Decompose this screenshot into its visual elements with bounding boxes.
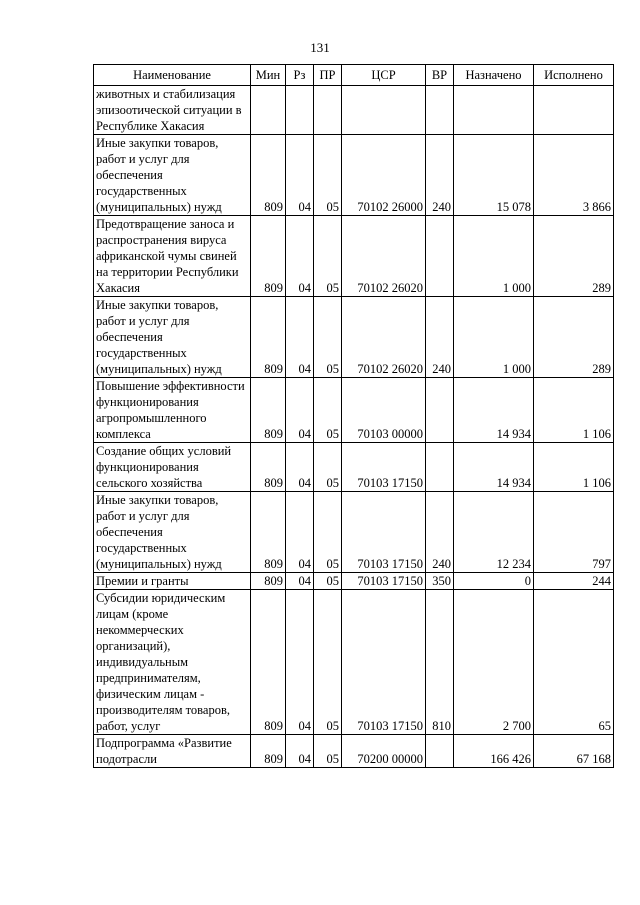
- row-pr: 05: [314, 378, 342, 443]
- row-min: 809: [251, 573, 286, 590]
- row-rz: 04: [286, 735, 314, 768]
- row-pr: 05: [314, 735, 342, 768]
- row-csr: [342, 86, 426, 135]
- row-assigned: 0: [454, 573, 534, 590]
- table-row: [94, 216, 614, 297]
- row-csr: 70200 00000: [342, 735, 426, 768]
- row-rz: 04: [286, 492, 314, 573]
- row-name: животных и стабилизация эпизоотической ситуации в Республике Хакасия: [94, 86, 251, 135]
- header-executed: Исполнено: [534, 65, 614, 86]
- row-pr: 05: [314, 492, 342, 573]
- table-row: [94, 573, 614, 590]
- table-row: [94, 297, 614, 378]
- row-assigned: 12 234: [454, 492, 534, 573]
- row-rz: 04: [286, 297, 314, 378]
- table-header-row: [94, 65, 614, 86]
- row-pr: 05: [314, 297, 342, 378]
- row-csr: 70103 17150: [342, 492, 426, 573]
- row-executed: 65: [534, 590, 614, 735]
- row-pr: 05: [314, 590, 342, 735]
- table-row: [94, 86, 614, 135]
- row-rz: 04: [286, 443, 314, 492]
- row-name: Повышение эффективности функционирования агропромышленного комплекса: [94, 378, 251, 443]
- table-row: [94, 735, 614, 768]
- row-vr: [426, 378, 454, 443]
- header-pr: ПР: [314, 65, 342, 86]
- row-assigned: 14 934: [454, 443, 534, 492]
- row-assigned: [454, 86, 534, 135]
- row-assigned: 166 426: [454, 735, 534, 768]
- header-rz: Рз: [286, 65, 314, 86]
- row-name: Предотвращение заноса и распространения вируса африканской чумы свиней на территории Республики Хакасия: [94, 216, 251, 297]
- row-csr: 70103 17150: [342, 443, 426, 492]
- row-executed: [534, 86, 614, 135]
- row-vr: [426, 216, 454, 297]
- header-assigned: Назначено: [454, 65, 534, 86]
- row-min: 809: [251, 590, 286, 735]
- row-name: Иные закупки товаров, работ и услуг для обеспечения государственных (муниципальных) нужд: [94, 492, 251, 573]
- row-csr: 70102 26000: [342, 135, 426, 216]
- row-pr: 05: [314, 443, 342, 492]
- table-row: [94, 590, 614, 735]
- row-min: [251, 86, 286, 135]
- row-rz: 04: [286, 216, 314, 297]
- row-assigned: 14 934: [454, 378, 534, 443]
- row-min: 809: [251, 735, 286, 768]
- row-executed: 797: [534, 492, 614, 573]
- row-executed: 1 106: [534, 378, 614, 443]
- row-name: Иные закупки товаров, работ и услуг для обеспечения государственных (муниципальных) нужд: [94, 297, 251, 378]
- header-csr: ЦСР: [342, 65, 426, 86]
- row-executed: 289: [534, 297, 614, 378]
- header-name: Наименование: [94, 65, 251, 86]
- row-vr: 350: [426, 573, 454, 590]
- row-csr: 70102 26020: [342, 297, 426, 378]
- row-min: 809: [251, 492, 286, 573]
- row-executed: 289: [534, 216, 614, 297]
- table-row: [94, 378, 614, 443]
- row-vr: [426, 735, 454, 768]
- row-csr: 70103 17150: [342, 573, 426, 590]
- table-row: [94, 492, 614, 573]
- row-min: 809: [251, 135, 286, 216]
- row-assigned: 15 078: [454, 135, 534, 216]
- row-vr: 240: [426, 135, 454, 216]
- row-min: 809: [251, 378, 286, 443]
- row-pr: [314, 86, 342, 135]
- row-min: 809: [251, 297, 286, 378]
- table-row: [94, 443, 614, 492]
- row-csr: 70102 26020: [342, 216, 426, 297]
- row-pr: 05: [314, 216, 342, 297]
- row-name: Подпрограмма «Развитие подотрасли: [94, 735, 251, 768]
- budget-table: [93, 64, 614, 768]
- row-vr: [426, 86, 454, 135]
- row-rz: 04: [286, 573, 314, 590]
- page-number: 131: [310, 40, 330, 55]
- table-row: [94, 135, 614, 216]
- header-min: Мин: [251, 65, 286, 86]
- row-csr: 70103 00000: [342, 378, 426, 443]
- row-executed: 67 168: [534, 735, 614, 768]
- row-vr: 810: [426, 590, 454, 735]
- row-rz: 04: [286, 135, 314, 216]
- row-name: Премии и гранты: [94, 573, 251, 590]
- row-name: Иные закупки товаров, работ и услуг для обеспечения государственных (муниципальных) нужд: [94, 135, 251, 216]
- row-vr: [426, 443, 454, 492]
- row-executed: 3 866: [534, 135, 614, 216]
- row-rz: 04: [286, 378, 314, 443]
- row-executed: 244: [534, 573, 614, 590]
- row-csr: 70103 17150: [342, 590, 426, 735]
- row-name: Создание общих условий функционирования сельского хозяйства: [94, 443, 251, 492]
- row-name: Субсидии юридическим лицам (кроме некоммерческих организаций), индивидуальным предпринимателям, физическим лицам - производителям товаров, работ, услуг: [94, 590, 251, 735]
- row-vr: 240: [426, 492, 454, 573]
- row-executed: 1 106: [534, 443, 614, 492]
- row-rz: [286, 86, 314, 135]
- row-assigned: 1 000: [454, 216, 534, 297]
- row-pr: 05: [314, 135, 342, 216]
- row-rz: 04: [286, 590, 314, 735]
- row-vr: 240: [426, 297, 454, 378]
- header-vr: ВР: [426, 65, 454, 86]
- row-assigned: 1 000: [454, 297, 534, 378]
- row-pr: 05: [314, 573, 342, 590]
- row-min: 809: [251, 216, 286, 297]
- row-min: 809: [251, 443, 286, 492]
- row-assigned: 2 700: [454, 590, 534, 735]
